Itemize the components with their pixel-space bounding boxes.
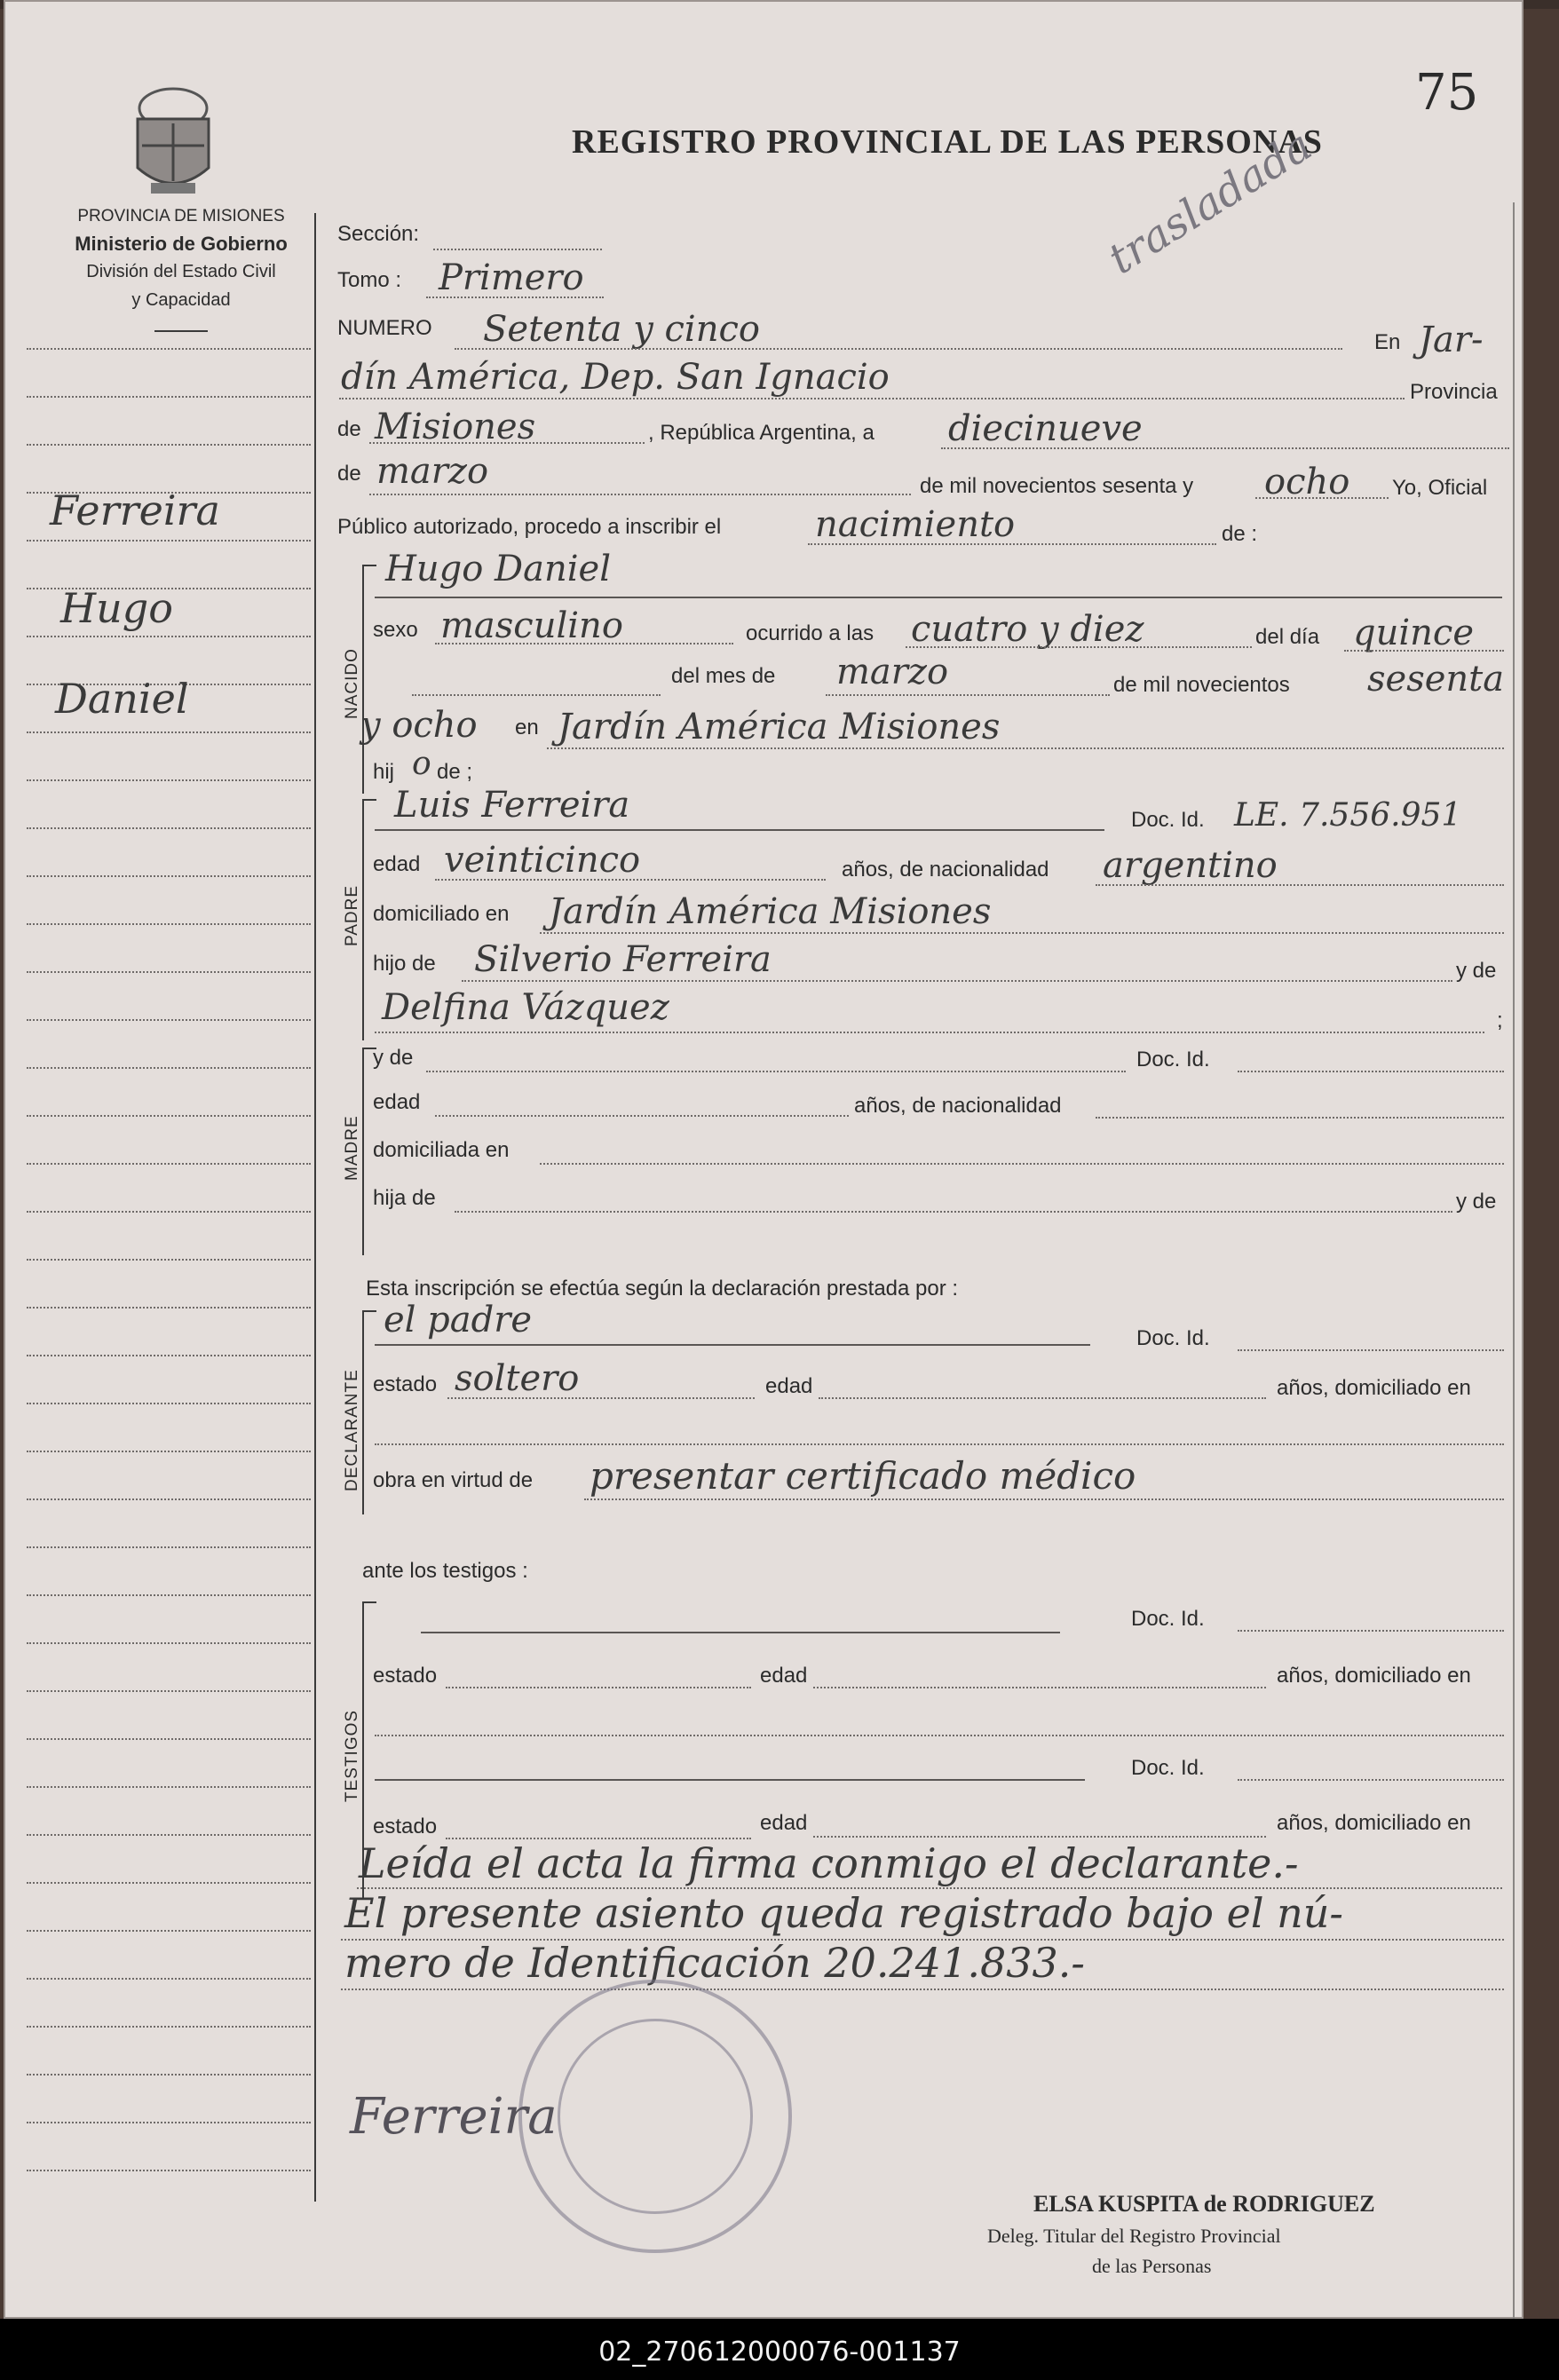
tomo-label: Tomo : <box>337 268 402 292</box>
padre-semicolon: ; <box>1497 1008 1503 1032</box>
official-name: ELSA KUSPITA de RODRIGUEZ <box>1033 2191 1375 2217</box>
margin-line <box>27 1978 311 1980</box>
margin-line <box>27 2026 311 2028</box>
hora-line <box>906 646 1252 648</box>
margin-line <box>27 827 311 829</box>
padre-dom-line <box>540 932 1504 934</box>
ocurrido-label: ocurrido a las <box>746 621 874 645</box>
declarante-edad-label: edad <box>765 1374 813 1398</box>
madre-hija-line <box>455 1211 1452 1213</box>
margin-line <box>27 1067 311 1069</box>
madre-name-line <box>426 1071 1126 1072</box>
madre-dom-label: domiciliada en <box>373 1138 510 1162</box>
nota-line-3: mero de Identificación 20.241.833.- <box>344 1939 1085 1987</box>
header-divider <box>154 330 208 332</box>
padre-madre-value: Delfina Vázquez <box>382 987 669 1028</box>
register-page <box>4 0 1523 2319</box>
hij-suffix-value: o <box>412 746 431 782</box>
mes-nac-pre-line <box>412 694 661 696</box>
margin-line <box>27 540 311 542</box>
margin-surname: Ferreira <box>50 486 220 534</box>
publico-label: Público autorizado, procedo a inscribir el <box>337 515 722 539</box>
madre-edad-line <box>435 1115 849 1117</box>
madre-nac-label: años, de nacionalidad <box>854 1094 1062 1118</box>
margin-line <box>27 923 311 925</box>
nacido-bracket <box>362 565 364 794</box>
numero-value: Setenta y cinco <box>483 309 760 350</box>
padre-doc-label: Doc. Id. <box>1131 808 1205 832</box>
padre-edad-line <box>435 879 826 881</box>
declarante-anios-label: años, domiciliado en <box>1277 1376 1471 1400</box>
madre-doc-label: Doc. Id. <box>1136 1048 1210 1071</box>
margin-line <box>27 1019 311 1021</box>
mes-value: marzo <box>376 451 489 492</box>
testigos-label: TESTIGOS <box>343 1709 361 1802</box>
testigo-1-doc-label: Doc. Id. <box>1131 1607 1205 1631</box>
madre-hija-label: hija de <box>373 1186 436 1210</box>
declarante-doc-label: Doc. Id. <box>1136 1326 1210 1350</box>
ante-label: ante los testigos : <box>362 1559 528 1583</box>
padre-nac-value: argentino <box>1103 845 1278 886</box>
testigo-1-estado-label: estado <box>373 1664 438 1688</box>
madre-dom-line <box>540 1163 1504 1165</box>
hora-value: cuatro y diez <box>911 609 1144 650</box>
padre-nac-label: años, de nacionalidad <box>842 858 1049 882</box>
mes-nac-line <box>826 694 1110 696</box>
acto-line <box>808 543 1216 545</box>
declarante-value: el padre <box>384 1300 533 1340</box>
declarante-estado-label: estado <box>373 1372 438 1396</box>
margin-line <box>27 1882 311 1884</box>
dia-nac-line <box>1344 650 1504 652</box>
dia-value: diecinueve <box>948 408 1143 449</box>
yo-oficial-label: Yo, Oficial <box>1392 476 1488 500</box>
padre-bracket <box>362 799 364 1040</box>
madre-y-de-label-2: y de <box>1456 1190 1497 1214</box>
testigo-1-doc-line <box>1238 1630 1504 1632</box>
testigo-2-estado-label: estado <box>373 1815 438 1838</box>
form-right-border <box>1513 202 1515 2333</box>
padre-value: Luis Ferreira <box>394 785 630 826</box>
de-label-1: de <box>337 417 361 441</box>
official-seal <box>518 1980 792 2253</box>
tomo-value: Primero <box>439 257 584 298</box>
official-title-2: de las Personas <box>1092 2255 1212 2277</box>
anio-value: ocho <box>1264 462 1350 502</box>
padre-dom-value: Jardín América Misiones <box>549 891 992 932</box>
margin-border <box>314 213 316 2202</box>
margin-line <box>27 779 311 781</box>
image-caption: 02_270612000076-001137 <box>598 2337 961 2368</box>
numero-label: NUMERO <box>337 316 432 340</box>
provincia-value: Misiones <box>375 407 536 447</box>
acto-value: nacimiento <box>815 504 1016 545</box>
obra-label: obra en virtud de <box>373 1468 534 1492</box>
declaracion-label: Esta inscripción se efectúa según la declaración prestada por : <box>366 1277 959 1301</box>
de-semicolon-label: de ; <box>437 760 473 784</box>
en-value-2: dín América, Dep. San Ignacio <box>341 357 890 398</box>
margin-line <box>27 1498 311 1500</box>
margin-line <box>27 1211 311 1213</box>
testigo-2-doc-line <box>1238 1779 1504 1781</box>
margin-line <box>27 1738 311 1740</box>
testigo-1-estado-line <box>446 1687 751 1688</box>
obra-value: presentar certificado médico <box>590 1454 1136 1498</box>
seccion-label: Sección: <box>337 222 420 246</box>
obra-line <box>584 1498 1504 1500</box>
testigo-2-line <box>375 1779 1085 1781</box>
declarante-bracket <box>362 1310 364 1514</box>
nota-line-1: Leída el acta la firma conmigo el declarante.- <box>359 1839 1299 1887</box>
madre-edad-label: edad <box>373 1090 421 1114</box>
margin-line <box>27 1307 311 1309</box>
testigo-1-anios-label: años, domiciliado en <box>1277 1664 1471 1688</box>
declarante-line <box>375 1344 1090 1346</box>
anio-line <box>1255 497 1389 499</box>
madre-bracket <box>362 1048 364 1255</box>
padre-nac-line <box>1096 884 1504 886</box>
margin-line <box>27 1115 311 1117</box>
numero-line <box>455 348 1342 350</box>
nombre-line <box>375 597 1502 598</box>
testigo-1-dom-line <box>375 1735 1504 1736</box>
margin-line <box>27 1259 311 1261</box>
margin-line <box>27 2170 311 2171</box>
en-label-2: en <box>515 716 539 739</box>
header-division: División del Estado Civil <box>86 262 276 281</box>
testigo-1-edad-line <box>813 1687 1266 1688</box>
madre-y-de-label: y de <box>373 1046 414 1070</box>
lugar-nac-line <box>547 747 1504 749</box>
anio-nac-value-1: sesenta <box>1367 659 1505 700</box>
declarante-dom-line <box>375 1443 1504 1445</box>
margin-name-1: Hugo <box>60 584 173 632</box>
en-line-2 <box>339 398 1405 399</box>
madre-label: MADRE <box>343 1115 361 1181</box>
header-ministry: Ministerio de Gobierno <box>75 233 288 255</box>
padre-dom-label: domiciliado en <box>373 902 510 926</box>
margin-line <box>27 636 311 637</box>
tomo-line <box>426 297 604 298</box>
padre-edad-label: edad <box>373 852 421 876</box>
padre-line <box>375 829 1104 831</box>
padre-madre-line <box>375 1032 1484 1033</box>
sexo-line <box>435 643 733 644</box>
testigo-1-edad-label: edad <box>760 1664 808 1688</box>
provincia-label: Provincia <box>1410 380 1498 404</box>
seccion-line <box>433 249 602 250</box>
anio-nac-value-2: y ocho <box>360 705 478 746</box>
sexo-value: masculino <box>440 605 623 646</box>
margin-line <box>27 1690 311 1692</box>
dia-nac-value: quince <box>1353 613 1474 653</box>
header-province: PROVINCIA DE MISIONES <box>77 207 285 225</box>
padre-doc-value: LE. 7.556.951 <box>1234 797 1462 834</box>
mes-line <box>369 494 911 495</box>
republica-label: , República Argentina, a <box>648 421 874 445</box>
dia-line <box>941 447 1509 449</box>
nota-line-2: El presente asiento queda registrado bajo el nú- <box>344 1889 1343 1937</box>
del-mes-label: del mes de <box>671 664 776 688</box>
declarante-label: DECLARANTE <box>343 1369 361 1491</box>
margin-name-2: Daniel <box>55 675 189 723</box>
crest-icon <box>124 83 222 199</box>
margin-line <box>27 1403 311 1404</box>
margin-line <box>27 1546 311 1548</box>
de-mil-y-label: de mil novecientos sesenta y <box>920 474 1194 498</box>
padre-y-de-label: y de <box>1456 959 1497 983</box>
margin-line <box>27 444 311 446</box>
padre-label: PADRE <box>343 884 361 946</box>
margin-line <box>27 1834 311 1836</box>
de-label-2: de <box>337 462 361 486</box>
testigo-2-edad-line <box>813 1836 1266 1838</box>
hij-label: hij <box>373 760 395 784</box>
margin-line <box>27 1163 311 1165</box>
padre-hijo-label: hijo de <box>373 952 436 976</box>
margin-line <box>27 396 311 398</box>
padre-hijo-value: Silverio Ferreira <box>474 939 772 980</box>
testigo-2-edad-label: edad <box>760 1811 808 1835</box>
madre-nac-line <box>1096 1117 1504 1119</box>
signature-declarante: Ferreira <box>350 2088 558 2146</box>
margin-line <box>27 875 311 877</box>
margin-line <box>27 1451 311 1452</box>
mes-nac-value: marzo <box>836 652 949 692</box>
declarante-estado-value: soltero <box>455 1358 580 1399</box>
padre-hijo-line <box>462 980 1452 982</box>
margin-line <box>27 1594 311 1596</box>
margin-line <box>27 971 311 973</box>
declarante-doc-line <box>1238 1349 1504 1351</box>
margin-line <box>27 1930 311 1932</box>
page-title: REGISTRO PROVINCIAL DE LAS PERSONAS <box>572 123 1323 161</box>
lugar-nac-value: Jardín América Misiones <box>558 707 1001 747</box>
margin-line <box>27 2122 311 2123</box>
madre-doc-line <box>1238 1071 1504 1072</box>
provincia-line <box>369 442 645 444</box>
margin-line <box>27 1786 311 1788</box>
margin-line <box>27 731 311 733</box>
header-capacity: y Capacidad <box>131 290 231 310</box>
official-title-1: Deleg. Titular del Registro Provincial <box>987 2225 1281 2247</box>
testigo-2-anios-label: años, domiciliado en <box>1277 1811 1471 1835</box>
testigo-2-doc-label: Doc. Id. <box>1131 1756 1205 1780</box>
margin-note: trasladada <box>1099 120 1321 285</box>
page-number: 75 <box>1415 64 1479 122</box>
nacido-label: NACIDO <box>343 648 361 719</box>
declarante-estado-line <box>447 1397 755 1399</box>
margin-line <box>27 348 311 350</box>
testigo-1-line <box>421 1632 1060 1633</box>
de-mil-label: de mil novecientos <box>1113 673 1290 697</box>
nombre-value: Hugo Daniel <box>385 549 611 589</box>
en-value-1: Jar- <box>1419 320 1484 360</box>
padre-edad-value: veinticinco <box>444 840 641 881</box>
del-dia-label: del día <box>1255 625 1320 649</box>
margin-line <box>27 1642 311 1644</box>
en-label: En <box>1374 330 1401 354</box>
margin-line <box>27 2074 311 2076</box>
margin-line <box>27 1355 311 1356</box>
declarante-edad-line <box>819 1397 1266 1399</box>
sexo-label: sexo <box>373 618 418 642</box>
de-colon-label: de : <box>1222 522 1258 546</box>
